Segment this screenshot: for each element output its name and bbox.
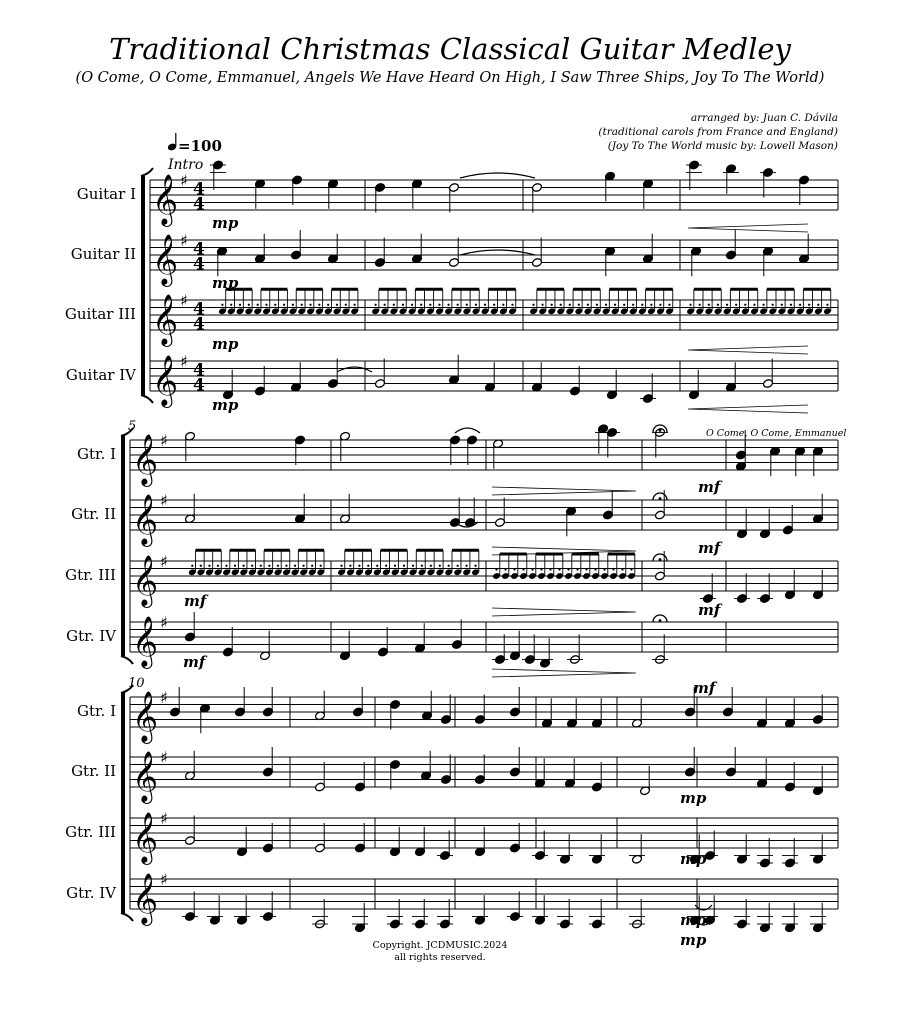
treble-clef-icon: 𝄞	[132, 751, 159, 802]
staccato-dot	[421, 565, 423, 567]
dynamic-mf: mf	[184, 592, 207, 610]
system-2	[65, 419, 838, 669]
beam	[452, 549, 479, 552]
measure-number: 10	[128, 676, 145, 691]
copyright-line: Copyright. JCDMUSIC.2024	[372, 940, 508, 951]
staff	[65, 288, 838, 347]
staccato-dot	[549, 568, 551, 570]
treble-clef-icon: 𝄞	[152, 174, 179, 225]
time-signature-bottom: 4	[193, 194, 205, 215]
rights-line: all rights reserved.	[394, 952, 486, 963]
staccato-dot	[551, 304, 553, 306]
system-3	[65, 676, 838, 933]
time-signature-top: 4	[193, 360, 205, 381]
staccato-dot	[576, 568, 578, 570]
decrescendo-hairpin	[492, 669, 636, 677]
staccato-dot	[623, 304, 625, 306]
staccato-dot	[531, 568, 533, 570]
staccato-dot	[257, 304, 259, 306]
composer-credit: (Joy To The World music by: Lowell Mason)	[607, 140, 838, 152]
instrument-label: Gtr. I	[77, 445, 116, 463]
fermata-dot	[659, 429, 662, 432]
dynamic-mf: mf	[698, 601, 721, 619]
staccato-dot	[447, 304, 449, 306]
staff	[71, 230, 838, 287]
beam	[803, 288, 830, 291]
staccato-dot	[285, 565, 287, 567]
time-signature-bottom: 4	[193, 314, 205, 335]
staccato-dot	[208, 565, 210, 567]
staccato-dot	[772, 304, 774, 306]
staff	[71, 747, 838, 804]
instrument-label: Gtr. II	[71, 505, 116, 523]
system-bracket	[141, 176, 145, 395]
key-signature-sharp: ♯	[180, 352, 188, 371]
staccato-dot	[596, 304, 598, 306]
slur	[455, 428, 480, 433]
section-intro: Intro	[168, 157, 204, 173]
staccato-dot	[817, 304, 819, 306]
staccato-dot	[394, 565, 396, 567]
beam	[488, 288, 515, 291]
beam	[381, 549, 408, 552]
beam	[452, 288, 479, 291]
system-1	[65, 160, 838, 408]
staccato-dot	[340, 565, 342, 567]
staccato-dot	[412, 565, 414, 567]
key-signature-sharp: ♯	[160, 688, 168, 707]
staccato-dot	[605, 304, 607, 306]
staccato-dot	[200, 565, 202, 567]
staccato-dot	[465, 565, 467, 567]
staccato-dot	[268, 565, 270, 567]
dynamic-mp: mp	[680, 911, 707, 929]
staccato-dot	[578, 304, 580, 306]
staccato-dot	[274, 304, 276, 306]
staccato-dot	[376, 565, 378, 567]
staccato-dot	[230, 304, 232, 306]
staccato-dot	[504, 568, 506, 570]
treble-clef-icon: 𝄞	[132, 494, 159, 545]
staccato-dot	[790, 304, 792, 306]
staccato-dot	[302, 565, 304, 567]
beam	[261, 288, 287, 291]
copyright	[340, 940, 540, 964]
staff	[71, 490, 838, 547]
staccato-dot	[641, 304, 643, 306]
staccato-dot	[225, 565, 227, 567]
staccato-dot	[621, 568, 623, 570]
dynamic-mp: mp	[680, 789, 707, 807]
staccato-dot	[587, 304, 589, 306]
instrument-label: Gtr. I	[77, 702, 116, 720]
staccato-dot	[632, 304, 634, 306]
staccato-dot	[540, 568, 542, 570]
staccato-dot	[466, 304, 468, 306]
key-signature-sharp: ♯	[160, 431, 168, 450]
time-signature-top: 4	[193, 239, 205, 260]
staccato-dot	[513, 568, 515, 570]
staccato-dot	[585, 568, 587, 570]
staccato-dot	[403, 565, 405, 567]
staccato-dot	[393, 304, 395, 306]
staccato-dot	[532, 304, 534, 306]
staccato-dot	[484, 304, 486, 306]
staccato-dot	[603, 568, 605, 570]
treble-clef-icon: 𝄞	[152, 355, 179, 406]
section-label: O Come, O Come, Emmanuel	[706, 428, 847, 439]
system-bracket	[121, 693, 125, 913]
staccato-dot	[283, 304, 285, 306]
staccato-dot	[243, 565, 245, 567]
staccato-dot	[560, 304, 562, 306]
staccato-dot	[430, 565, 432, 567]
staccato-dot	[411, 304, 413, 306]
staccato-dot	[567, 568, 569, 570]
staff	[65, 549, 838, 608]
key-signature-sharp: ♯	[160, 809, 168, 828]
staccato-dot	[753, 304, 755, 306]
beam	[296, 288, 322, 291]
staccato-dot	[614, 304, 616, 306]
staccato-dot	[402, 304, 404, 306]
beam	[646, 288, 673, 291]
staccato-dot	[311, 565, 313, 567]
measure-number: 5	[128, 419, 137, 434]
staccato-dot	[493, 304, 495, 306]
beam	[264, 549, 290, 552]
staccato-dot	[358, 565, 360, 567]
staccato-dot	[457, 565, 459, 567]
staccato-dot	[826, 304, 828, 306]
staccato-dot	[248, 304, 250, 306]
dynamic-mp: mp	[212, 214, 239, 232]
time-signature-bottom: 4	[193, 254, 205, 275]
staccato-dot	[668, 304, 670, 306]
beam	[730, 288, 757, 291]
dynamic-mf: mf	[183, 653, 206, 671]
staccato-dot	[558, 568, 560, 570]
staccato-dot	[251, 565, 253, 567]
staccato-dot	[429, 304, 431, 306]
staccato-dot	[495, 568, 497, 570]
crescendo-hairpin	[688, 405, 808, 413]
staccato-dot	[349, 565, 351, 567]
score-subtitle: (O Come, O Come, Emmanuel, Angels We Have Heard On High, I Saw Three Ships, Joy To The World)	[75, 70, 825, 86]
beam	[573, 288, 600, 291]
staccato-dot	[294, 565, 296, 567]
staccato-dot	[221, 304, 223, 306]
beam	[379, 288, 406, 291]
beam	[196, 549, 222, 552]
dynamic-mp: mp	[212, 335, 239, 353]
time-signature-top: 4	[193, 299, 205, 320]
staccato-dot	[630, 568, 632, 570]
staccato-dot	[345, 304, 347, 306]
beam	[345, 549, 372, 552]
treble-clef-icon: 𝄞	[152, 294, 179, 345]
treble-clef-icon: 𝄞	[132, 691, 159, 742]
arranger-credit: arranged by: Juan C. Dávila	[690, 112, 838, 124]
staccato-dot	[318, 304, 320, 306]
crescendo-hairpin	[688, 224, 808, 232]
instrument-label: Gtr. II	[71, 762, 116, 780]
beam	[416, 549, 443, 552]
dynamic-mp: mp	[212, 396, 239, 414]
staccato-dot	[808, 304, 810, 306]
staccato-dot	[448, 565, 450, 567]
staccato-dot	[420, 304, 422, 306]
score-title: Traditional Christmas Classical Guitar Medley	[109, 32, 791, 66]
staccato-dot	[336, 304, 338, 306]
tempo-marking	[167, 133, 222, 155]
staccato-dot	[320, 565, 322, 567]
key-signature-sharp: ♯	[160, 870, 168, 889]
key-signature-sharp: ♯	[160, 613, 168, 632]
staff	[77, 687, 838, 744]
instrument-label: Gtr. IV	[66, 884, 116, 902]
tie	[460, 173, 535, 178]
key-signature-sharp: ♯	[160, 748, 168, 767]
dynamic-mp: mp	[212, 274, 239, 292]
key-signature-sharp: ♯	[180, 171, 188, 190]
dynamic-mf: mf	[698, 478, 721, 496]
tie	[337, 367, 372, 372]
staccato-dot	[385, 565, 387, 567]
instrument-label: Gtr. IV	[66, 627, 116, 645]
staccato-dot	[438, 304, 440, 306]
staccato-dot	[301, 304, 303, 306]
staccato-dot	[292, 304, 294, 306]
instrument-label: Guitar II	[70, 245, 136, 263]
instrument-label: Guitar IV	[65, 366, 136, 384]
staccato-dot	[265, 304, 267, 306]
staccato-dot	[353, 304, 355, 306]
staccato-dot	[650, 304, 652, 306]
staccato-dot	[191, 565, 193, 567]
staff	[65, 809, 838, 868]
staccato-dot	[239, 304, 241, 306]
treble-clef-icon: 𝄞	[132, 812, 159, 863]
staccato-dot	[699, 304, 701, 306]
beam	[230, 549, 256, 552]
fermata-dot	[659, 619, 662, 622]
dynamic-mf: mf	[698, 539, 721, 557]
tempo-value: =100	[178, 137, 222, 155]
key-signature-sharp: ♯	[160, 552, 168, 571]
dynamic-mp: mp	[680, 931, 707, 949]
beam	[298, 549, 324, 552]
treble-clef-icon: 𝄞	[132, 434, 159, 485]
time-signature-bottom: 4	[193, 375, 205, 396]
staccato-dot	[234, 565, 236, 567]
staccato-dot	[511, 304, 513, 306]
staccato-dot	[384, 304, 386, 306]
staccato-dot	[260, 565, 262, 567]
staccato-dot	[502, 304, 504, 306]
staccato-dot	[277, 565, 279, 567]
staccato-dot	[708, 304, 710, 306]
beam	[767, 288, 794, 291]
treble-clef-icon: 𝄞	[132, 873, 159, 924]
decrescendo-hairpin	[492, 608, 636, 616]
instrument-label: Gtr. III	[65, 823, 116, 841]
fermata-dot	[659, 497, 662, 500]
beam	[331, 288, 357, 291]
staff	[66, 612, 838, 669]
staccato-dot	[475, 304, 477, 306]
staccato-dot	[309, 304, 311, 306]
tie	[460, 250, 535, 255]
dynamic-mp: mp	[680, 850, 707, 868]
beam	[694, 288, 721, 291]
staccato-dot	[612, 568, 614, 570]
staccato-dot	[762, 304, 764, 306]
staccato-dot	[717, 304, 719, 306]
decrescendo-hairpin	[492, 487, 636, 495]
system-bracket	[121, 436, 125, 656]
instrument-label: Guitar I	[76, 185, 136, 203]
treble-clef-icon: 𝄞	[132, 555, 159, 606]
beam	[609, 288, 636, 291]
dynamic-mf: mf	[693, 679, 716, 697]
treble-clef-icon: 𝄞	[152, 234, 179, 285]
time-signature-top: 4	[193, 179, 205, 200]
staccato-dot	[374, 304, 376, 306]
source-credit: (traditional carols from France and England)	[598, 126, 838, 138]
staccato-dot	[781, 304, 783, 306]
staccato-dot	[439, 565, 441, 567]
key-signature-sharp: ♯	[160, 491, 168, 510]
key-signature-sharp: ♯	[180, 231, 188, 250]
crescendo-hairpin	[688, 346, 808, 354]
key-signature-sharp: ♯	[180, 291, 188, 310]
staccato-dot	[327, 304, 329, 306]
instrument-label: Gtr. III	[65, 566, 116, 584]
staff	[66, 870, 838, 933]
staccato-dot	[217, 565, 219, 567]
beam	[415, 288, 442, 291]
staccato-dot	[457, 304, 459, 306]
staccato-dot	[799, 304, 801, 306]
staccato-dot	[569, 304, 571, 306]
treble-clef-icon: 𝄞	[132, 616, 159, 667]
staccato-dot	[744, 304, 746, 306]
fermata-dot	[659, 558, 662, 561]
staccato-dot	[689, 304, 691, 306]
staccato-dot	[474, 565, 476, 567]
staccato-dot	[735, 304, 737, 306]
staccato-dot	[659, 304, 661, 306]
beam	[608, 553, 635, 556]
instrument-label: Guitar III	[64, 305, 136, 323]
beam	[537, 288, 564, 291]
staccato-dot	[726, 304, 728, 306]
staccato-dot	[522, 568, 524, 570]
staccato-dot	[367, 565, 369, 567]
staccato-dot	[541, 304, 543, 306]
staccato-dot	[594, 568, 596, 570]
staff	[66, 352, 838, 408]
